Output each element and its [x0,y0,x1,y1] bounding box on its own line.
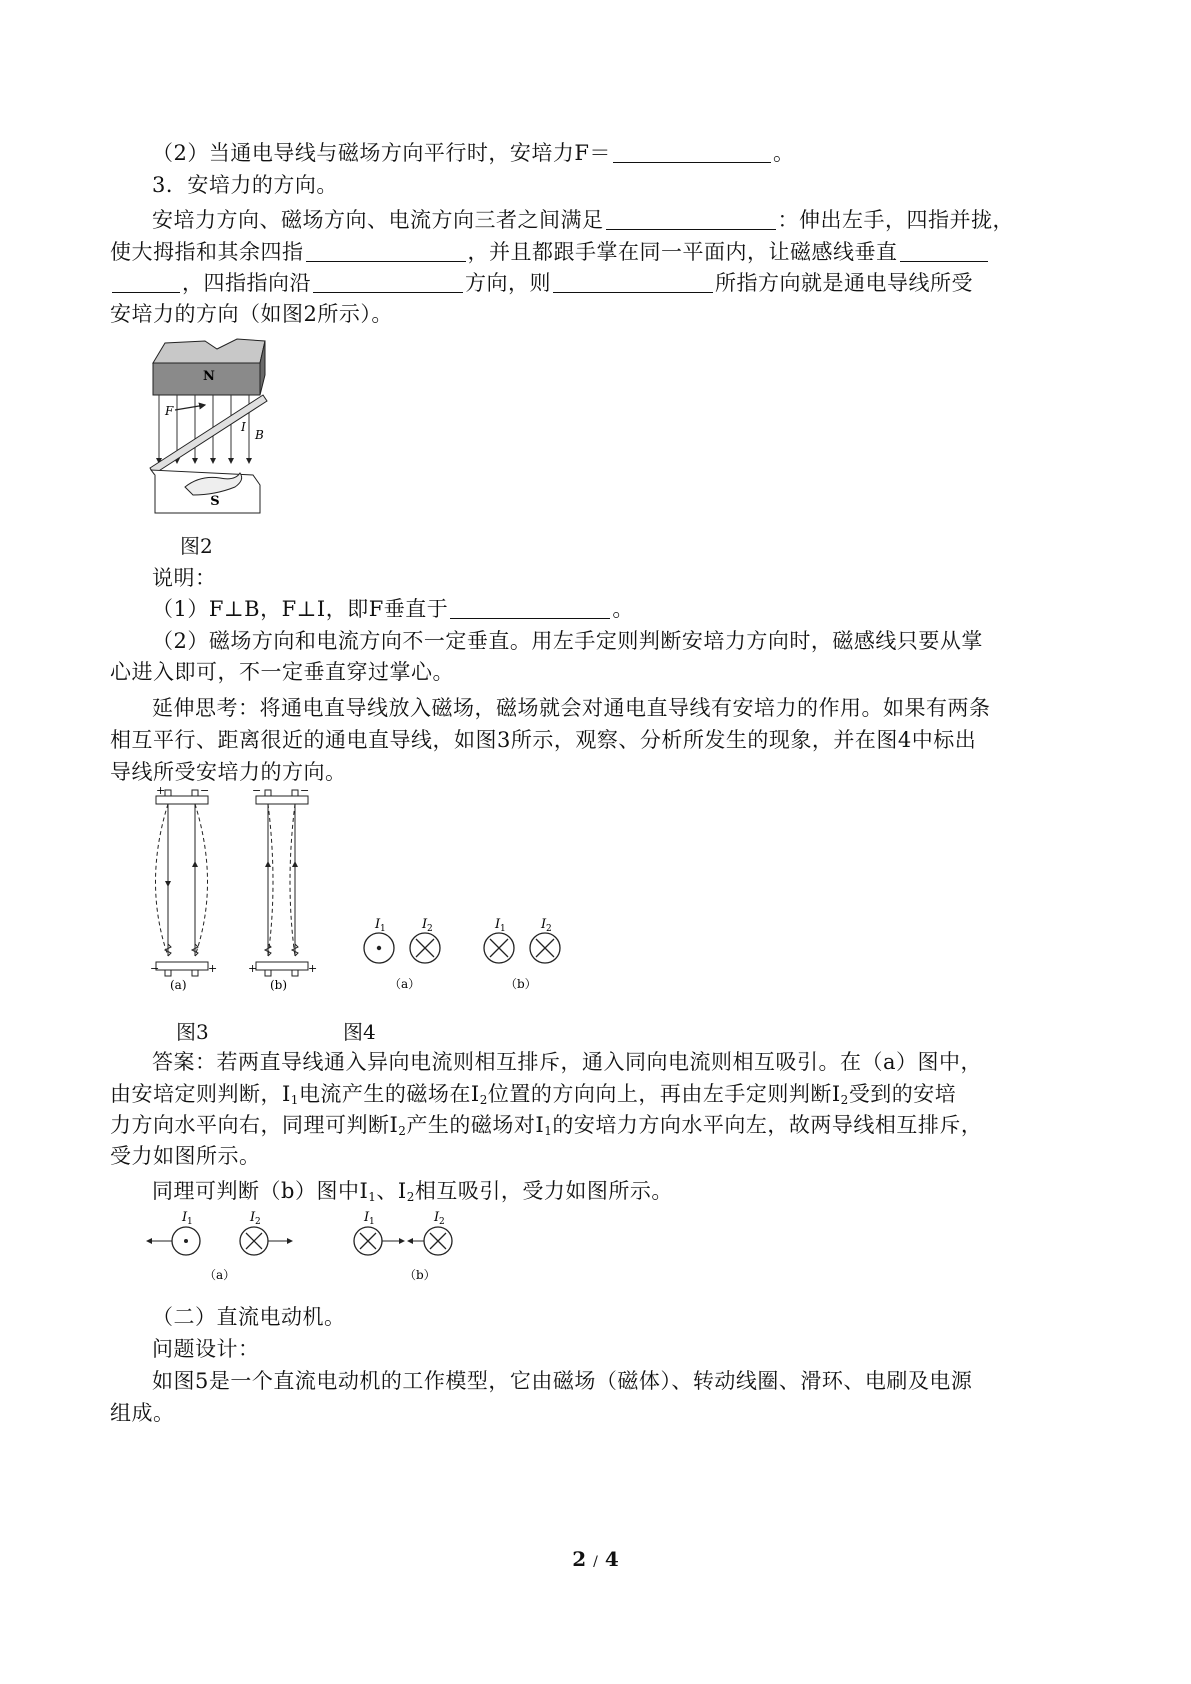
svg-text:I: I [182,1210,188,1225]
text-line: ，四指指向沿 方向，则 所指方向就是通电导线所受 [110,268,973,298]
fill-blank[interactable] [112,272,180,293]
text-line: 力方向水平向右，同理可判断$I_2$产生的磁场对$I_1$的安培力方向水平向左，故两导线相互排斥， [110,1113,983,1138]
svg-text:I: I [434,1210,440,1225]
text-line: （2）当通电导线与磁场方向平行时，安培力F＝ 。 [152,141,795,165]
figure-4-current-directions [355,910,570,1000]
figure-4-caption: 图4 [343,1020,376,1044]
fill-blank[interactable] [313,272,463,293]
svg-text:I: I [495,917,501,932]
page-number: 2 / 4 [572,1547,619,1571]
svg-text:（b）: （b） [404,1268,436,1282]
svg-text:（a）: （a） [389,977,421,991]
fill-blank[interactable] [306,241,466,262]
svg-text:+: + [156,784,166,797]
fill-blank[interactable] [900,241,988,262]
svg-text:−: − [300,784,310,797]
text-line: （1）F⊥B，F⊥I，即F垂直于 。 [152,597,634,621]
svg-text:I: I [422,917,428,932]
text-line: 3．安培力的方向。 [152,173,338,197]
text-line: 安培力方向、磁场方向、电流方向三者之间满足 ：伸出左手，四指并拢， [152,208,1014,232]
text-line: 延伸思考：将通电直导线放入磁场，磁场就会对通电直导线有安培力的作用。如果有两条 [152,696,991,720]
svg-text:2: 2 [439,1217,445,1227]
text-line: （2）磁场方向和电流方向不一定垂直。用左手定则判断安培力方向时，磁感线只要从掌 [152,629,983,653]
svg-text:1: 1 [187,1217,193,1227]
svg-text:1: 1 [369,1217,375,1227]
svg-text:+: + [208,962,218,975]
svg-text:I: I [375,917,381,932]
south-pole-label: S [210,494,220,509]
text-line: 由安培定则判断，$I_1$电流产生的磁场在$I_2$位置的方向向上，再由左手定则判断$I_2$受到的安培 [110,1082,957,1107]
svg-text:(b): (b) [270,978,288,992]
svg-text:+: + [248,962,258,975]
svg-text:2: 2 [255,1217,261,1227]
figure-2-caption: 图2 [180,534,213,558]
text-line: 组成。 [110,1401,175,1425]
fill-blank[interactable] [606,209,776,230]
svg-text:I: I [541,917,547,932]
svg-text:2: 2 [427,924,433,934]
field-label: B [255,428,264,442]
svg-text:I: I [364,1210,370,1225]
fill-blank[interactable] [613,142,771,163]
svg-text:（a）: （a） [204,1268,236,1282]
north-pole-label: N [203,369,215,384]
svg-text:（b）: （b） [505,977,537,991]
fill-blank[interactable] [553,272,713,293]
figure-3-parallel-wires [148,784,318,994]
svg-text:−: − [252,784,262,797]
section-heading: （二）直流电动机。 [152,1305,346,1329]
text-line: 使大拇指和其余四指 ，并且都跟手掌在同一平面内，让磁感线垂直 [110,237,990,267]
text-line: 导线所受安培力的方向。 [110,760,347,784]
svg-text:I: I [250,1210,256,1225]
text-line: 如图5是一个直流电动机的工作模型，它由磁场（磁体）、转动线圈、滑环、电刷及电源 [152,1369,973,1393]
svg-text:2: 2 [546,924,552,934]
svg-text:1: 1 [380,924,386,934]
svg-text:1: 1 [500,924,506,934]
text-line: 相互平行、距离很近的通电直导线，如图3所示，观察、分析所发生的现象，并在图4中标出 [110,728,977,752]
text-line: 说明： [152,566,217,590]
svg-text:+: + [308,962,318,975]
answer-force-figure [142,1205,472,1287]
force-label: F [165,404,174,418]
svg-text:−: − [150,962,160,975]
text-line: 安培力的方向（如图2所示）。 [110,302,393,326]
svg-text:−: − [200,784,210,797]
figure-2-left-hand-rule [145,335,285,517]
current-label: I [241,420,246,434]
fill-blank[interactable] [450,598,610,619]
text-line: 问题设计： [152,1337,260,1361]
text-line: 心进入即可，不一定垂直穿过掌心。 [110,660,454,684]
text-line: 受力如图所示。 [110,1144,261,1168]
svg-text:(a): (a) [170,978,187,992]
text-line: 同理可判断（b）图中$I_1$、$I_2$相互吸引，受力如图所示。 [152,1179,673,1204]
figure-3-caption: 图3 [176,1020,209,1044]
text-line: 答案：若两直导线通入异向电流则相互排斥，通入同向电流则相互吸引。在（a）图中， [152,1050,983,1074]
